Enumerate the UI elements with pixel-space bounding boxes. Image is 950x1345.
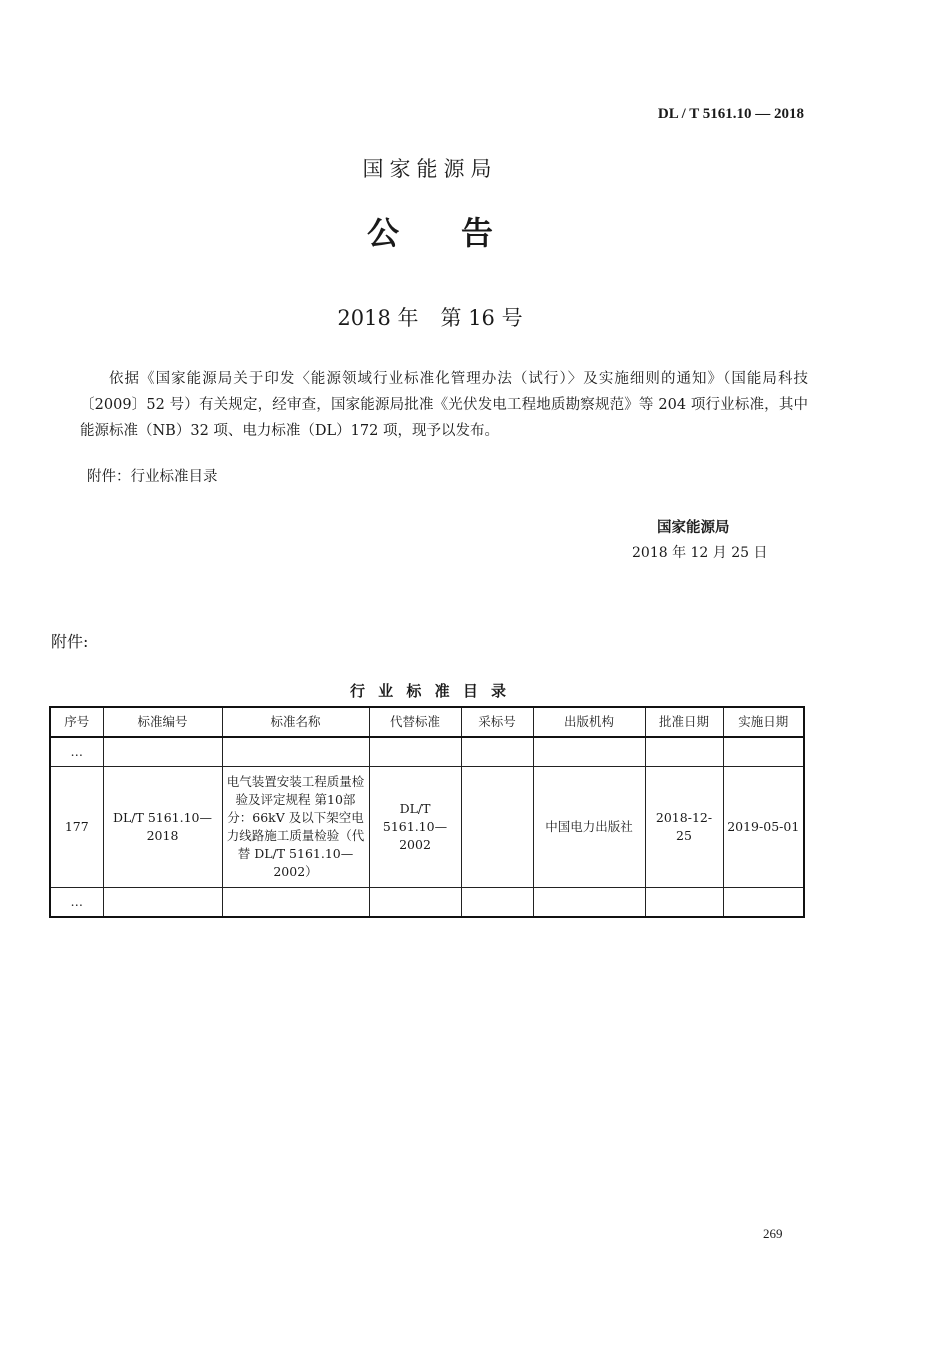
table-row [50,737,804,767]
col-header-effective: 实施日期 [723,707,804,737]
standard-code: DL / T 5161.10 — 2018 [657,106,804,122]
cell-effective [723,737,804,767]
cell-code [103,888,222,918]
cell-code: DL/T 5161.10—2018 [103,767,222,888]
col-header-seq: 序号 [50,707,103,737]
cell-adopted [461,888,533,918]
cell-name: 电气装置安装工程质量检验及评定规程 第10部分：66kV 及以下架空电力线路施工质量检验（代替 DL/T 5161.10—2002） [222,767,369,888]
notice-paragraph: 依据《国家能源局关于印发〈能源领域行业标准化管理办法（试行）〉及实施细则的通知》（国能局科技〔2009〕52 号）有关规定，经审查，国家能源局批准《光伏发电工程地质勘察规范》等 204 项行业标准，其中能源标准（NB）32 项、电力标准（DL）172 项，现予以发布。 [80,371,808,439]
cell-effective: 2019-05-01 [723,767,804,888]
title-char-1: 公 [366,214,399,252]
cell-adopted [461,767,533,888]
cell-name [222,888,369,918]
col-header-replaces: 代替标准 [369,707,461,737]
cell-replaces [369,888,461,918]
issuing-agency: 国家能源局 [362,157,498,181]
cell-publisher [533,888,645,918]
col-header-code: 标准编号 [103,707,222,737]
page-number: 269 [763,1226,783,1241]
signature-agency: 国家能源局 [657,520,730,536]
col-header-name: 标准名称 [222,707,369,737]
cell-seq: 177 [50,767,103,888]
title-char-2: 告 [461,214,494,252]
col-header-adopted: 采标号 [461,707,533,737]
table-row [50,767,804,888]
catalog-title: 行 业 标 准 目 录 [349,682,511,700]
cell-approved [645,888,723,918]
cell-replaces: DL/T 5161.10—2002 [369,767,461,888]
issue-number [0,302,860,332]
notice-body [80,366,808,444]
table-header-row [50,707,804,737]
col-header-publisher: 出版机构 [533,707,645,737]
cell-seq: … [50,888,103,918]
cell-effective [723,888,804,918]
issue-year: 2018 年 [337,306,419,330]
cell-code [103,737,222,767]
attachment-reference: 附件：行业标准目录 [87,469,218,485]
cell-approved [645,737,723,767]
notice-title [0,208,860,254]
issue-no: 第 16 号 [440,306,523,330]
col-header-approved: 批准日期 [645,707,723,737]
signature-date: 2018 年 12 月 25 日 [632,545,768,561]
cell-publisher: 中国电力出版社 [533,767,645,888]
cell-publisher [533,737,645,767]
cell-replaces [369,737,461,767]
attachment-heading: 附件: [51,632,89,651]
standards-catalog-table [49,706,805,918]
cell-name [222,737,369,767]
table-row [50,888,804,918]
cell-adopted [461,737,533,767]
cell-seq: … [50,737,103,767]
cell-approved: 2018-12-25 [645,767,723,888]
